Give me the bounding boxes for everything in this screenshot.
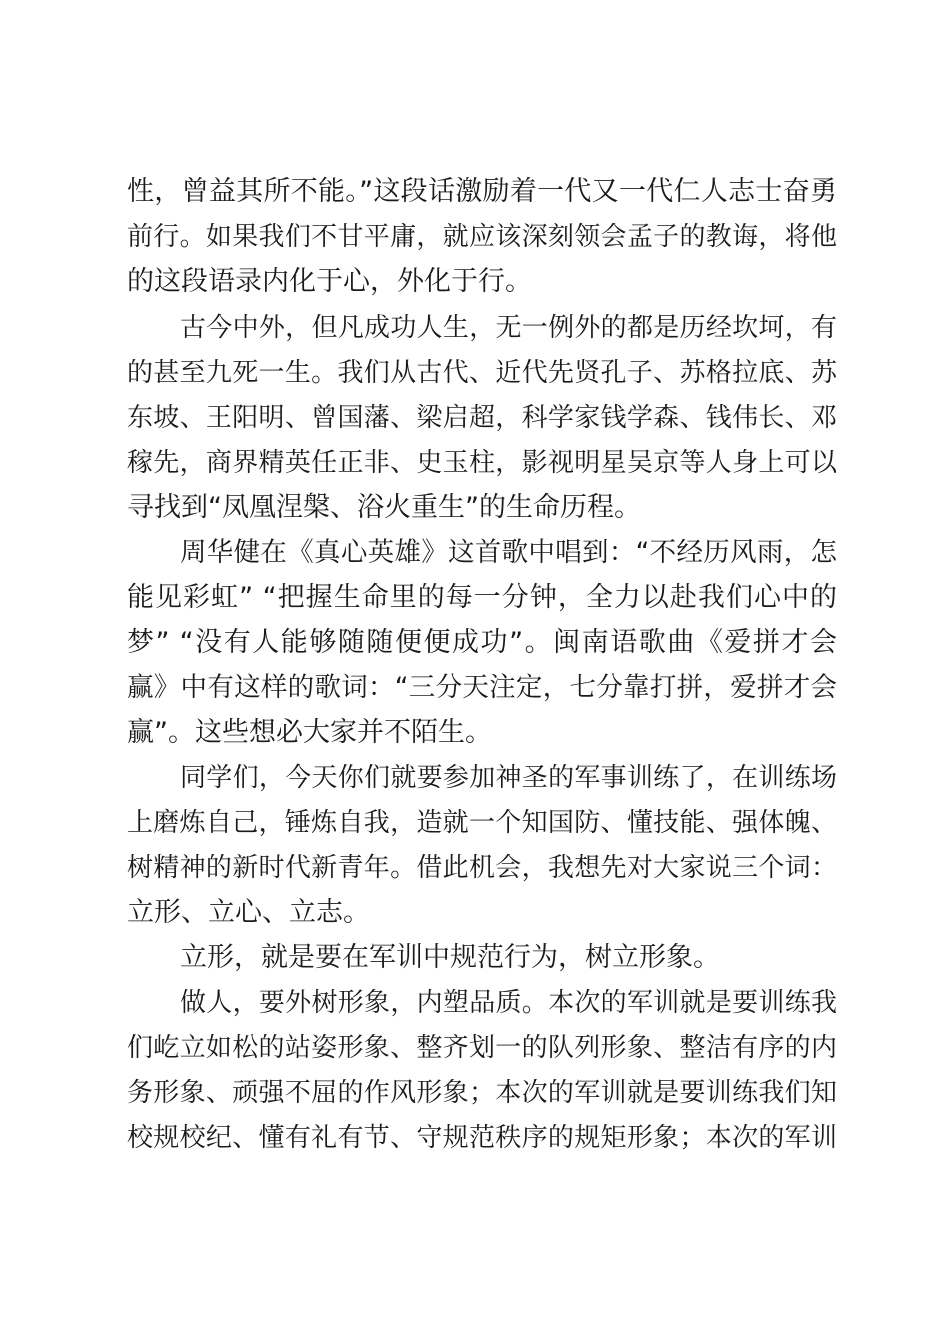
text-line: 性，曾益其所不能。”这段话激励着一代又一代仁人志士奋勇: [127, 176, 837, 207]
text-line: 同学们，今天你们就要参加神圣的军事训练了，在训练场: [180, 763, 837, 793]
text-line: 校规校纪、懂有礼有节、守规范秩序的规矩形象；本次的军训: [127, 1123, 837, 1153]
text-line: 古今中外，但凡成功人生，无一例外的都是历经坎坷，有: [180, 313, 837, 343]
text-line: 梦” “没有人能够随随便便成功”。闽南语歌曲《爱拼才会: [127, 627, 837, 658]
text-line: 前行。如果我们不甘平庸，就应该深刻领会孟子的教诲，将他: [127, 222, 837, 252]
text-line: 稼先，商界精英任正非、史玉柱，影视明星吴京等人身上可以: [127, 448, 837, 478]
text-line: 寻找到“凤凰涅槃、浴火重生”的生命历程。: [127, 492, 641, 523]
text-line: 周华健在《真心英雄》这首歌中唱到：“不经历风雨，怎: [180, 537, 837, 568]
text-line: 树精神的新时代新青年。借此机会，我想先对大家说三个词：: [127, 853, 837, 883]
text-line: 东坡、王阳明、曾国藩、梁启超，科学家钱学森、钱伟长、邓: [127, 403, 837, 433]
text-line: 上磨炼自己，锤炼自我，造就一个知国防、懂技能、强体魄、: [127, 808, 837, 838]
text-line: 立形，就是要在军训中规范行为，树立形象。: [180, 942, 720, 973]
text-line: 赢”。这些想必大家并不陌生。: [127, 717, 492, 748]
text-line: 的这段语录内化于心，外化于行。: [127, 266, 532, 297]
text-line: 做人，要外树形象，内塑品质。本次的军训就是要训练我: [180, 988, 837, 1018]
text-line: 们屹立如松的站姿形象、整齐划一的队列形象、整洁有序的内: [127, 1033, 837, 1063]
text-line: 的甚至九死一生。我们从古代、近代先贤孔子、苏格拉底、苏: [127, 358, 837, 388]
text-line: 能见彩虹” “把握生命里的每一分钟，全力以赴我们心中的: [127, 582, 837, 613]
text-line: 赢》中有这样的歌词：“三分天注定，七分靠打拼，爱拼才会: [127, 672, 837, 703]
text-line: 务形象、顽强不屈的作风形象；本次的军训就是要训练我们知: [127, 1078, 837, 1108]
text-line: 立形、立心、立志。: [127, 897, 370, 928]
